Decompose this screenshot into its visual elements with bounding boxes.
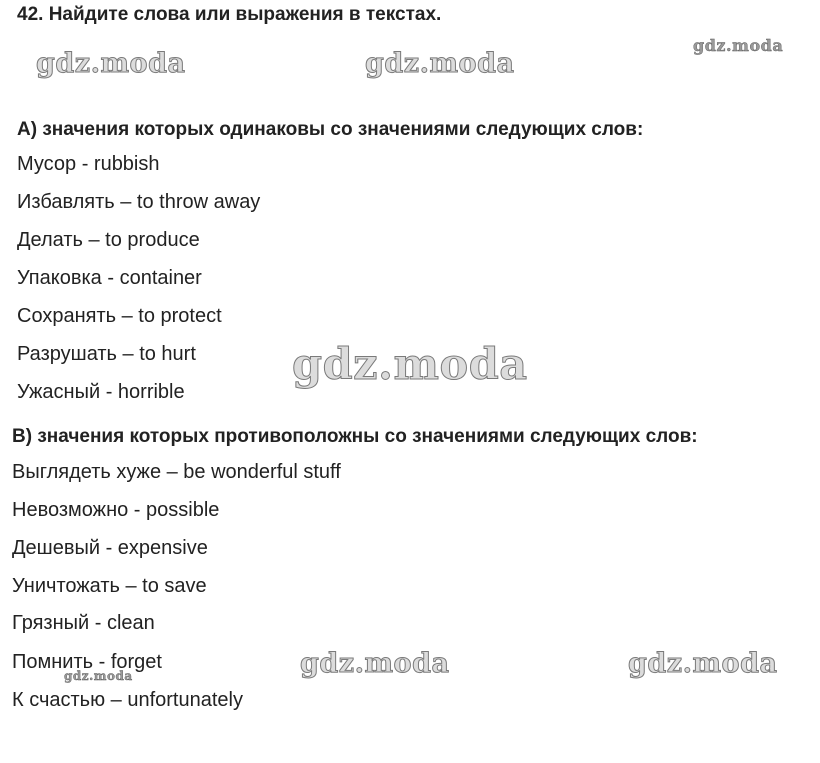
watermark-7: gdz.moda [64, 669, 133, 683]
section-b-heading: B) значения которых противоположны со значениями следующих слов: [12, 426, 698, 447]
section-a-item: Упаковка - container [17, 267, 202, 289]
section-b-item: Помнить - forget [12, 651, 162, 673]
watermark-4: gdz.moda [292, 340, 528, 390]
watermark-6: gdz.moda [628, 648, 778, 679]
section-b-item: Уничтожать – to save [12, 575, 207, 597]
watermark-3: gdz.moda [693, 36, 784, 55]
section-a-item: Разрушать – to hurt [17, 343, 196, 365]
section-a-item: Ужасный - horrible [17, 381, 185, 403]
watermark-5: gdz.moda [300, 648, 450, 679]
section-a-item: Сохранять – to protect [17, 305, 222, 327]
section-a-item: Делать – to produce [17, 229, 200, 251]
section-b-item: Невозможно - possible [12, 499, 220, 521]
section-b-item: К счастью – unfortunately [12, 689, 243, 711]
section-b-item: Грязный - clean [12, 612, 155, 634]
section-a-item: Мусор - rubbish [17, 153, 160, 175]
watermark-2: gdz.moda [365, 48, 515, 79]
section-a-heading: A) значения которых одинаковы со значениями следующих слов: [17, 119, 644, 140]
section-b-item: Выглядеть хуже – be wonderful stuff [12, 461, 341, 483]
section-b-item: Дешевый - expensive [12, 537, 208, 559]
watermark-1: gdz.moda [36, 48, 186, 79]
section-a-item: Избавлять – to throw away [17, 191, 261, 213]
exercise-title: 42. Найдите слова или выражения в текстах. [17, 4, 442, 25]
